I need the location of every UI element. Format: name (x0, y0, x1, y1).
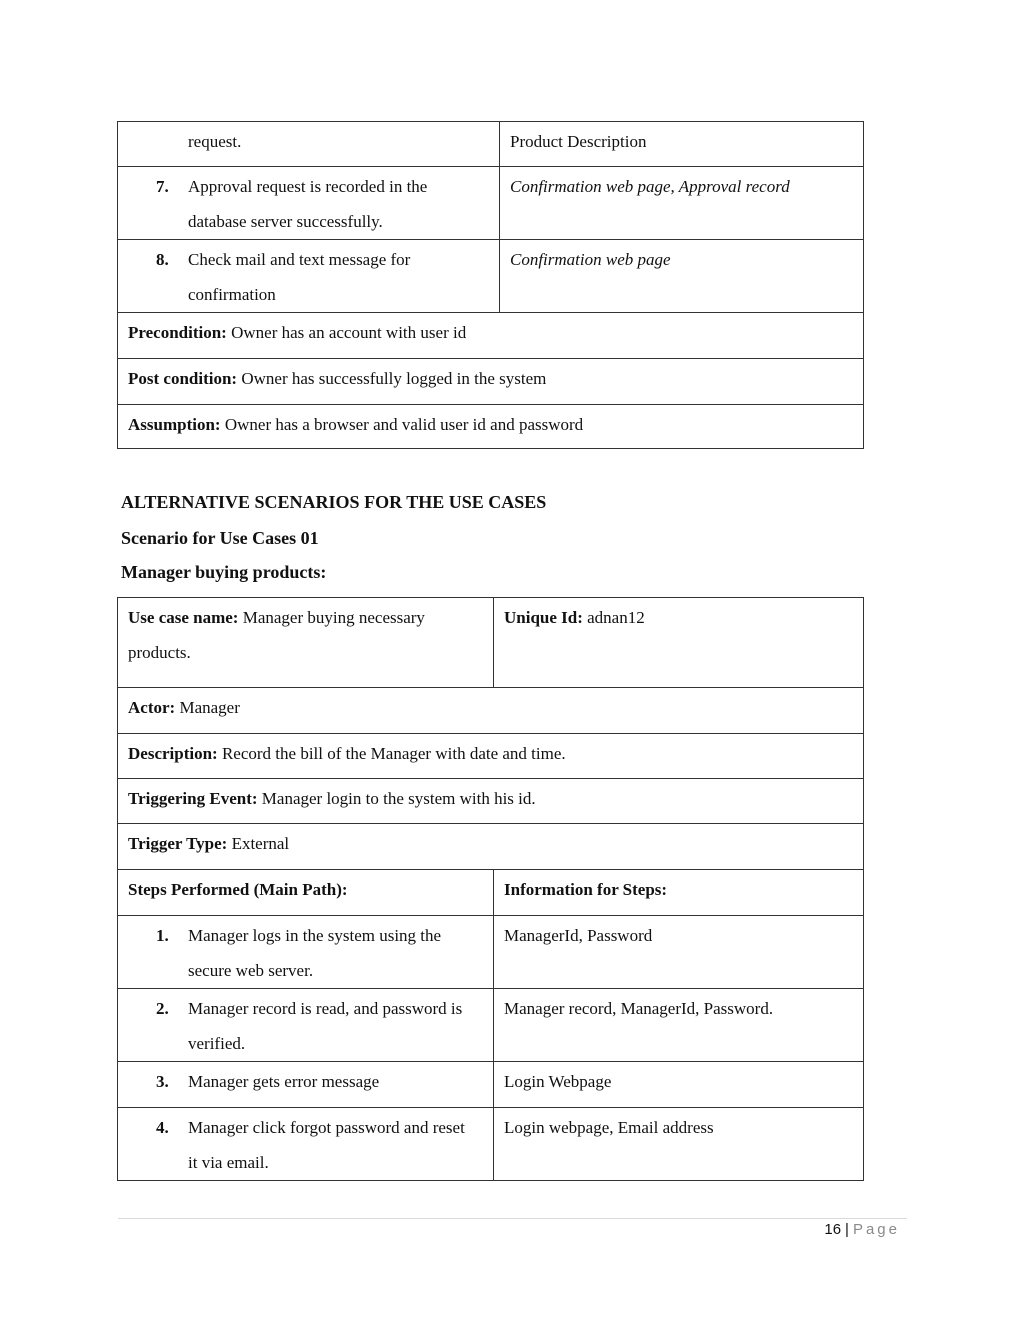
page-footer (824, 1221, 900, 1238)
step-text: Manager gets error message (188, 1072, 380, 1091)
postcondition-value: Owner has successfully logged in the system (241, 369, 547, 388)
assumption-row (118, 405, 864, 449)
info-cell (500, 167, 864, 240)
use-case-heading: Manager buying products: (121, 562, 327, 582)
unique-id-value: adnan12 (587, 608, 645, 627)
scenario-heading: Scenario for Use Cases 01 (121, 528, 319, 548)
triggering-event-value: Manager login to the system with his id. (261, 789, 536, 808)
step-number: 3. (156, 1072, 169, 1091)
step-text: Manager click forgot password and reset it via email. (188, 1118, 465, 1172)
triggering-event-row (118, 779, 864, 824)
triggering-event-label: Triggering Event: (128, 789, 258, 808)
info-cell (494, 1062, 864, 1108)
info-cell (500, 240, 864, 313)
step-cell (118, 167, 500, 240)
use-case-table (117, 597, 864, 1181)
unique-id-cell (494, 598, 864, 688)
assumption-value: Owner has a browser and valid user id and password (224, 415, 584, 434)
description-row (118, 734, 864, 779)
info-text: ManagerId, Password (504, 926, 653, 945)
step-cell (118, 989, 494, 1062)
step-number: 2. (156, 999, 169, 1018)
actor-label: Actor: (128, 698, 176, 717)
info-cell (494, 916, 864, 989)
unique-id-label: Unique Id: (504, 608, 583, 627)
info-header: Information for Steps: (504, 880, 668, 899)
actor-row (118, 688, 864, 734)
step-cell (118, 1062, 494, 1108)
info-text: Manager record, ManagerId, Password. (504, 999, 774, 1018)
trigger-type-row (118, 824, 864, 870)
step-cell (118, 122, 500, 167)
info-cell (494, 989, 864, 1062)
info-cell (500, 122, 864, 167)
steps-header-cell (118, 870, 494, 916)
info-cell (494, 1108, 864, 1181)
precondition-label: Precondition: (128, 323, 227, 342)
step-number: 4. (156, 1118, 169, 1137)
description-label: Description: (128, 744, 218, 763)
page-number: 16 (824, 1221, 842, 1238)
use-case-name-label: Use case name: (128, 608, 239, 627)
footer-divider (118, 1218, 907, 1219)
step-cell (118, 1108, 494, 1181)
step-cell (118, 240, 500, 313)
steps-header: Steps Performed (Main Path): (128, 880, 348, 899)
precondition-value: Owner has an account with user id (231, 323, 467, 342)
info-text: Product Description (510, 132, 647, 151)
section-heading: ALTERNATIVE SCENARIOS FOR THE USE CASES (121, 492, 547, 512)
actor-value: Manager (179, 698, 240, 717)
description-value: Record the bill of the Manager with date and time. (221, 744, 566, 763)
step-number: 1. (156, 926, 169, 945)
info-text: Confirmation web page (510, 250, 671, 269)
postcondition-row (118, 359, 864, 405)
info-header-cell (494, 870, 864, 916)
continued-use-case-table (117, 121, 864, 449)
postcondition-label: Post condition: (128, 369, 238, 388)
use-case-name-value: Manager buying necessary products. (128, 608, 425, 662)
step-text: request. (188, 132, 242, 151)
step-text: Check mail and text message for confirmation (188, 250, 411, 304)
info-text: Login webpage, Email address (504, 1118, 714, 1137)
trigger-type-label: Trigger Type: (128, 834, 228, 853)
info-text: Login Webpage (504, 1072, 612, 1091)
step-text: Approval request is recorded in the database server successfully. (188, 177, 428, 231)
step-text: Manager record is read, and password is verified. (188, 999, 463, 1053)
page-label: Page (852, 1221, 900, 1238)
step-number: 8. (156, 250, 169, 269)
step-text: Manager logs in the system using the secure web server. (188, 926, 442, 980)
step-number: 7. (156, 177, 169, 196)
footer-separator: | (845, 1221, 849, 1238)
trigger-type-value: External (231, 834, 290, 853)
assumption-label: Assumption: (128, 415, 221, 434)
use-case-name-cell (118, 598, 494, 688)
precondition-row (118, 313, 864, 359)
info-text: Confirmation web page, Approval record (510, 177, 790, 196)
step-cell (118, 916, 494, 989)
